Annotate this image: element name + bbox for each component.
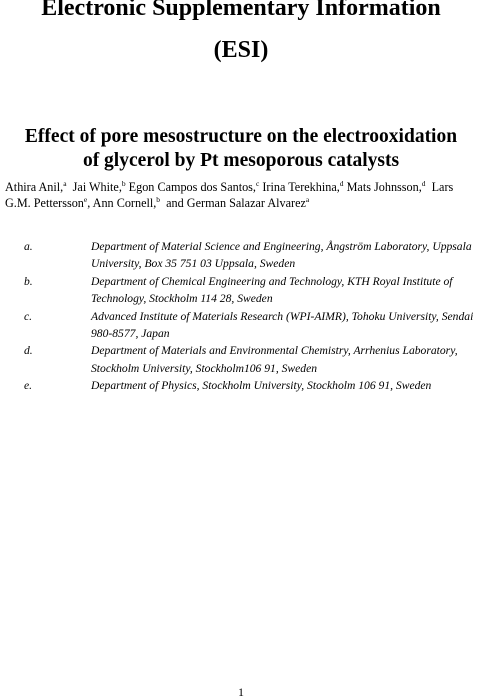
author-name: Ann Cornell, [92,195,157,210]
document-title-line-2: (ESI) [213,37,269,63]
document-title-line-1: Electronic Supplementary Information [41,0,441,21]
affiliation-text: Department of Physics, Stockholm University, Stockholm 106 91, Sweden [91,379,432,393]
affiliation-text: Department of Material Science and Engineering, Ångström Laboratory, Uppsala University, Box 35 751 03 Uppsala, Sweden [91,240,472,271]
affiliation-letter: c. [24,309,33,323]
author-name: German Salazar Alvarez [186,195,306,210]
affiliation-item [0,273,482,308]
affiliation-item [0,308,482,343]
author-list [5,180,480,211]
author-name: Irina Terekhina, [262,180,340,194]
author-separator: , [87,195,93,210]
author-affiliation-mark: c [255,179,260,188]
affiliation-letter: a. [24,240,33,253]
affiliation-text: Department of Chemical Engineering and Technology, KTH Royal Institute of Technology, Stockholm 114 28, Sweden [91,274,453,306]
affiliation-text: Advanced Institute of Materials Research (WPI-AIMR), Tohoku University, Sendai 980-8577, Japan [91,309,474,341]
author-affiliation-mark: e [83,194,88,204]
author-affiliation-mark: d [421,179,426,188]
paper-title-line-2: of glycerol by Pt mesoporous catalysts [82,150,400,171]
author-affiliation-mark: a [63,179,67,188]
page-number: 1 [238,685,244,699]
author-name: Egon Campos dos Santos, [128,180,256,194]
affiliation-item [0,377,482,394]
affiliation-letter: b. [24,274,33,288]
author-affiliation-mark: d [339,179,344,188]
affiliation-letter: d. [24,344,33,358]
author-affiliation-mark: b [156,194,161,204]
author-affiliation-mark: b [121,179,126,188]
affiliation-item [0,238,482,273]
affiliation-list [0,238,482,395]
affiliation-text: Department of Materials and Environmental Chemistry, Arrhenius Laboratory, Stockholm University, Stockholm106 91, Sweden [91,344,458,375]
author-separator: and [160,195,187,210]
affiliation-letter: e. [24,379,33,393]
author-affiliation-mark: a [305,194,310,204]
affiliation-item [0,342,482,377]
paper-title-line-1: Effect of pore mesostructure on the electrooxidation [24,126,458,147]
author-name: Jai White, [72,180,122,194]
author-name: Mats Johnsson, [346,180,422,194]
author-name: Lars G.M. Pettersson [5,180,454,210]
author-name: Athira Anil, [5,180,64,194]
